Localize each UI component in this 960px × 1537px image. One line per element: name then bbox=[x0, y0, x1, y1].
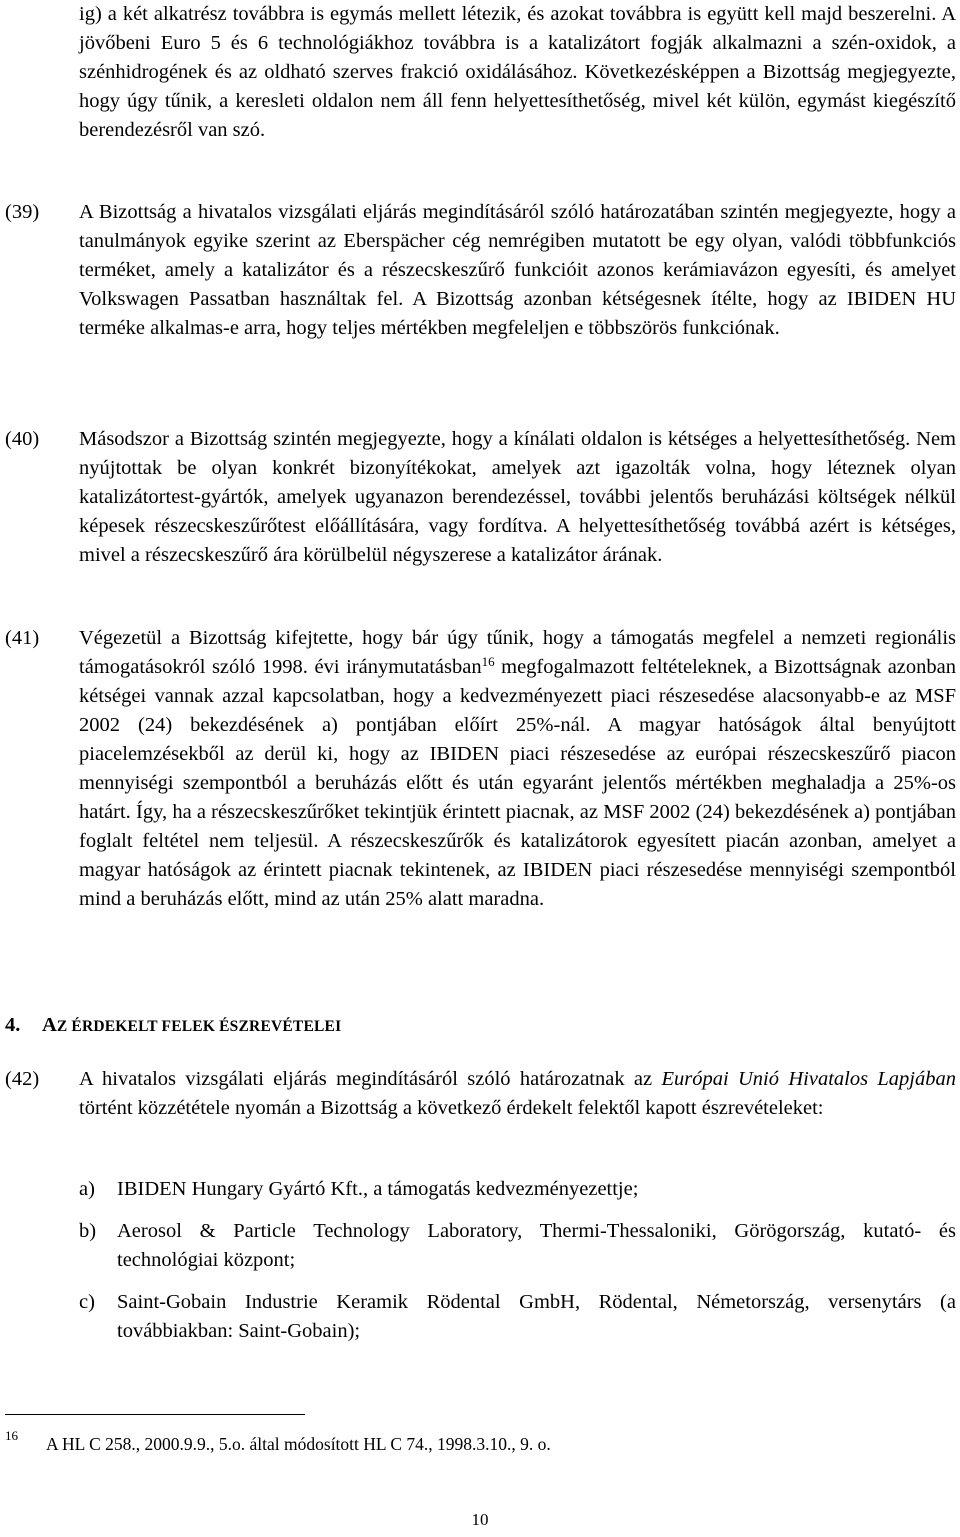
journal-title: Európai Unió Hivatalos Lapjában bbox=[661, 1068, 956, 1090]
paragraph-text-part: A hivatalos vizsgálati eljárás megindításáról szóló határozatnak az bbox=[79, 1068, 662, 1090]
paragraph-text bbox=[79, 624, 956, 914]
paragraph-number: (42) bbox=[5, 1068, 40, 1090]
paragraph-39 bbox=[5, 198, 956, 343]
list-item-label: c) bbox=[79, 1291, 95, 1313]
list-item-text: Saint-Gobain Industrie Keramik Rödental GmbH, Rödental, Németország, versenytárs (a továbbiakban: Saint-Gobain); bbox=[117, 1291, 956, 1342]
footnote-reference[interactable]: 16 bbox=[481, 654, 495, 669]
paragraph-41 bbox=[5, 624, 956, 914]
list-item bbox=[79, 1288, 956, 1346]
paragraph-42 bbox=[5, 1065, 956, 1123]
list-item bbox=[79, 1175, 956, 1204]
page-number: 10 bbox=[471, 1510, 489, 1529]
paragraph-text bbox=[79, 1065, 956, 1123]
paragraph-40 bbox=[5, 425, 956, 570]
list-item-text: IBIDEN Hungary Gyártó Kft., a támogatás kedvezményezettje; bbox=[117, 1178, 639, 1200]
paragraph-number: (39) bbox=[5, 201, 40, 223]
paragraph-text-part: Végezetül a Bizottság kifejtette, hogy bár úgy tűnik, hogy a támogatás megfelel a nemzeti regionális támogatásokról szóló 1998. évi iránymutatásban bbox=[79, 627, 956, 678]
list-item-label: b) bbox=[79, 1220, 97, 1242]
paragraph-text-part: megfogalmazott feltételeknek, a Bizottságnak azonban kétségei vannak azzal kapcsolatban, hogy a kedvezményezett piaci részesedése alacsonyabb-e az MSF 2002 (24) bekezdésének a) pontjában előírt 25%-nál. A magyar hatóságok által benyújtott piacelemzésekből az derül ki, hogy az IBIDEN piaci részesedése az európai részecskeszűrő piacon mennyiségi szempontból a beruházás előtt és után egyaránt jelentős mértékben meghaladja a 25%-os határt. Így, ha a részecskeszűrőket tekintjük érintett piacnak, az MSF 2002 (24) bekezdésének a) pontjában foglalt feltétel nem teljesül. A részecskeszűrők és katalizátorok egyesített piacán azonban, amelyet a magyar hatóságok az érintett piacnak tekintenek, az IBIDEN piaci részesedése mennyiségi szempontból mind a beruházás előtt, mind az után 25% alatt maradna. bbox=[79, 656, 957, 910]
section-title: Z ÉRDEKELT FELEK ÉSZREVÉTELEI bbox=[56, 1018, 342, 1035]
section-heading bbox=[5, 1011, 341, 1041]
paragraph-number: (40) bbox=[5, 428, 40, 450]
list-item-text: Aerosol & Particle Technology Laboratory, Thermi-Thessaloniki, Görögország, kutató- és technológiai központ; bbox=[117, 1220, 956, 1271]
continuation-paragraph: ig) a két alkatrész továbbra is egymás mellett létezik, és azokat továbbra is együtt kell majd beszerelni. A jövőbeni Euro 5 és 6 technológiákhoz továbbra is a katalizátort fogják alkalmazni a szén-oxidok, a szénhidrogének és az oldható szerves frakció oxidálásához. Következésképpen a Bizottság megjegyezte, hogy úgy tűnik, a keresleti oldalon nem áll fenn helyettesíthetőség, mivel két külön, egymást kiegészítő berendezésről van szó. bbox=[79, 3, 956, 141]
paragraph-text: Másodszor a Bizottság szintén megjegyezte, hogy a kínálati oldalon is kétséges a helyettesíthetőség. Nem nyújtottak be olyan konkrét bizonyítékokat, amelyek azt igazolták volna, hogy léteznek olyan katalizátortest-gyártók, amelyek ugyanazon berendezéssel, további jelentős beruházási költségek nélkül képesek részecskeszűrőtest előállítására, vagy fordítva. A helyettesíthetőség továbbá azért is kétséges, mivel a részecskeszűrő ára körülbelül négyszerese a katalizátor árának. bbox=[79, 428, 956, 566]
footnote-separator bbox=[5, 1414, 305, 1415]
section-number: 4. bbox=[5, 1014, 21, 1036]
footnote bbox=[5, 1428, 945, 1456]
list-item bbox=[79, 1217, 956, 1275]
paragraph-text-part: történt közzététele nyomán a Bizottság a következő érdekelt felektől kapott észrevételeket: bbox=[79, 1097, 824, 1119]
list-item-label: a) bbox=[79, 1178, 95, 1200]
footnote-number: 16 bbox=[5, 1428, 18, 1443]
paragraph-text: A Bizottság a hivatalos vizsgálati eljárás megindításáról szóló határozatában szintén megjegyezte, hogy a tanulmányok egyike szerint az Eberspächer cég nemrégiben mutatott be egy olyan, valódi többfunkciós terméket, amely a katalizátor és a részecskeszűrő funkcióit azonos kerámiavázon egyesíti, és amelyet Volkswagen Passatban használtak fel. A Bizottság azonban kétségesnek ítélte, hogy az IBIDEN HU terméke alkalmas-e arra, hogy teljes mértékben megfeleljen e többszörös funkciónak. bbox=[79, 201, 956, 339]
footnote-text: A HL C 258., 2000.9.9., 5.o. által módosított HL C 74., 1998.3.10., 9. o. bbox=[46, 1434, 551, 1454]
section-title-initial: A bbox=[42, 1014, 57, 1036]
paragraph-number: (41) bbox=[5, 627, 40, 649]
